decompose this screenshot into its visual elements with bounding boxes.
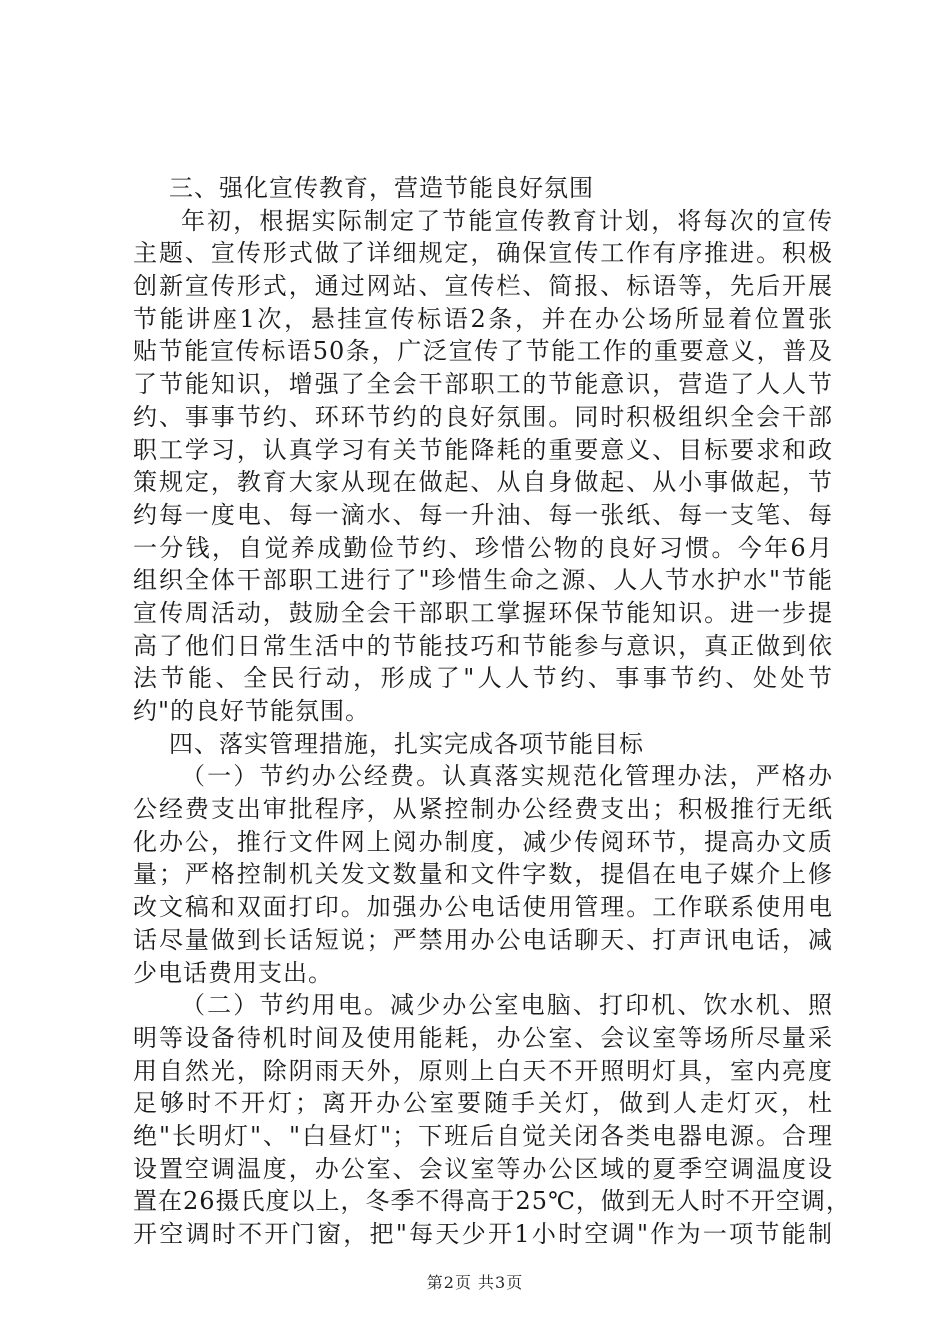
- paragraph-line: 少电话费用支出。: [133, 958, 333, 987]
- paragraph-line: 高了他们日常生活中的节能技巧和节能参与意识，真正做到依: [133, 631, 833, 660]
- paragraph-line: 设置空调温度，办公室、会议室等办公区域的夏季空调温度设: [133, 1154, 833, 1183]
- paragraph-line: 了节能知识，增强了全会干部职工的节能意识，营造了人人节: [133, 370, 833, 399]
- paragraph-line: 宣传周活动，鼓励全会干部职工掌握环保节能知识。进一步提: [133, 598, 833, 627]
- paragraph-line: （二）节约用电。减少办公室电脑、打印机、饮水机、照: [181, 991, 833, 1020]
- paragraph-line: （一）节约办公经费。认真落实规范化管理办法，严格办: [181, 762, 833, 791]
- paragraph-line: 创新宣传形式，通过网站、宣传栏、简报、标语等，先后开展: [133, 272, 833, 301]
- paragraph-line: 话尽量做到长话短说；严禁用办公电话聊天、打声讯电话，减: [133, 925, 833, 954]
- page-footer: 第2页 共3页: [426, 1273, 524, 1292]
- paragraph-line: 法节能、全民行动，形成了"人人节约、事事节约、处处节: [133, 664, 833, 693]
- section-heading: 四、落实管理措施，扎实完成各项节能目标: [169, 729, 644, 758]
- document-body: [133, 172, 851, 1251]
- paragraph-line: 主题、宣传形式做了详细规定，确保宣传工作有序推进。积极: [133, 239, 833, 268]
- paragraph-line: 足够时不开灯；离开办公室要随手关灯，做到人走灯灭，杜: [133, 1089, 833, 1118]
- paragraph-line: 职工学习，认真学习有关节能降耗的重要意义、目标要求和政: [133, 435, 833, 464]
- paragraph-line: 置在26摄氏度以上，冬季不得高于25℃，做到无人时不开空调，: [133, 1187, 851, 1216]
- paragraph-line: 明等设备待机时间及使用能耗，办公室、会议室等场所尽量采: [133, 1023, 833, 1052]
- paragraph-line: 策规定，教育大家从现在做起、从自身做起、从小事做起，节: [133, 468, 833, 497]
- paragraph-line: 用自然光，除阴雨天外，原则上白天不开照明灯具，室内亮度: [133, 1056, 833, 1085]
- paragraph-line: 年初，根据实际制定了节能宣传教育计划，将每次的宣传: [181, 206, 833, 235]
- paragraph-line: 开空调时不开门窗，把"每天少开1小时空调"作为一项节能制: [133, 1220, 833, 1248]
- paragraph-line: 贴节能宣传标语50条，广泛宣传了节能工作的重要意义，普及: [133, 337, 833, 366]
- paragraph-line: 量；严格控制机关发文数量和文件字数，提倡在电子媒介上修: [133, 860, 833, 889]
- paragraph-line: 化办公，推行文件网上阅办制度，减少传阅环节，提高办文质: [133, 827, 833, 856]
- paragraph-line: 约、事事节约、环环节约的良好氛围。同时积极组织全会干部: [133, 402, 833, 431]
- paragraph-line: 约"的良好节能氛围。: [133, 697, 371, 725]
- paragraph-line: 绝"长明灯"、"白昼灯"；下班后自觉关闭各类电器电源。合理: [133, 1121, 833, 1150]
- paragraph-line: 约每一度电、每一滴水、每一升油、每一张纸、每一支笔、每: [133, 500, 833, 529]
- paragraph-line: 一分钱，自觉养成勤俭节约、珍惜公物的良好习惯。今年6月: [133, 533, 833, 562]
- paragraph-line: 节能讲座1次，悬挂宣传标语2条，并在办公场所显着位置张: [133, 304, 833, 333]
- paragraph-line: 组织全体干部职工进行了"珍惜生命之源、人人节水护水"节能: [133, 566, 833, 595]
- paragraph-line: 公经费支出审批程序，从紧控制办公经费支出；积极推行无纸: [133, 795, 833, 824]
- paragraph-line: 改文稿和双面打印。加强办公电话使用管理。工作联系使用电: [133, 893, 833, 922]
- section-heading: 三、强化宣传教育，营造节能良好氛围: [169, 174, 594, 202]
